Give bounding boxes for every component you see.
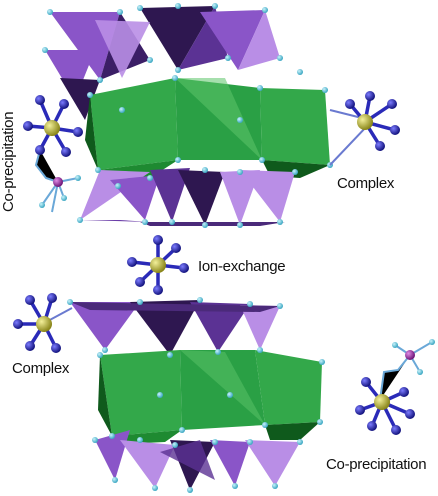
complex-top-left [23, 95, 83, 212]
complex-bottom-left [13, 293, 72, 353]
top-lower-tetrahedra [80, 168, 295, 226]
label-coprecipitation-left: Co-precipitation [0, 111, 17, 212]
bottom-lower-tetrahedra [95, 430, 300, 490]
bottom-upper-tetrahedra [70, 300, 280, 355]
label-complex-left: Complex [12, 360, 70, 377]
complex-ion-exchange [127, 235, 189, 295]
complex-bottom-right [355, 339, 435, 435]
label-complex-right: Complex [337, 175, 395, 192]
bottom-octahedra [98, 350, 322, 444]
complex-top-right [330, 91, 400, 165]
label-coprecipitation-right: Co-precipitation [326, 456, 427, 473]
label-ion-exchange: Ion-exchange [198, 258, 286, 275]
